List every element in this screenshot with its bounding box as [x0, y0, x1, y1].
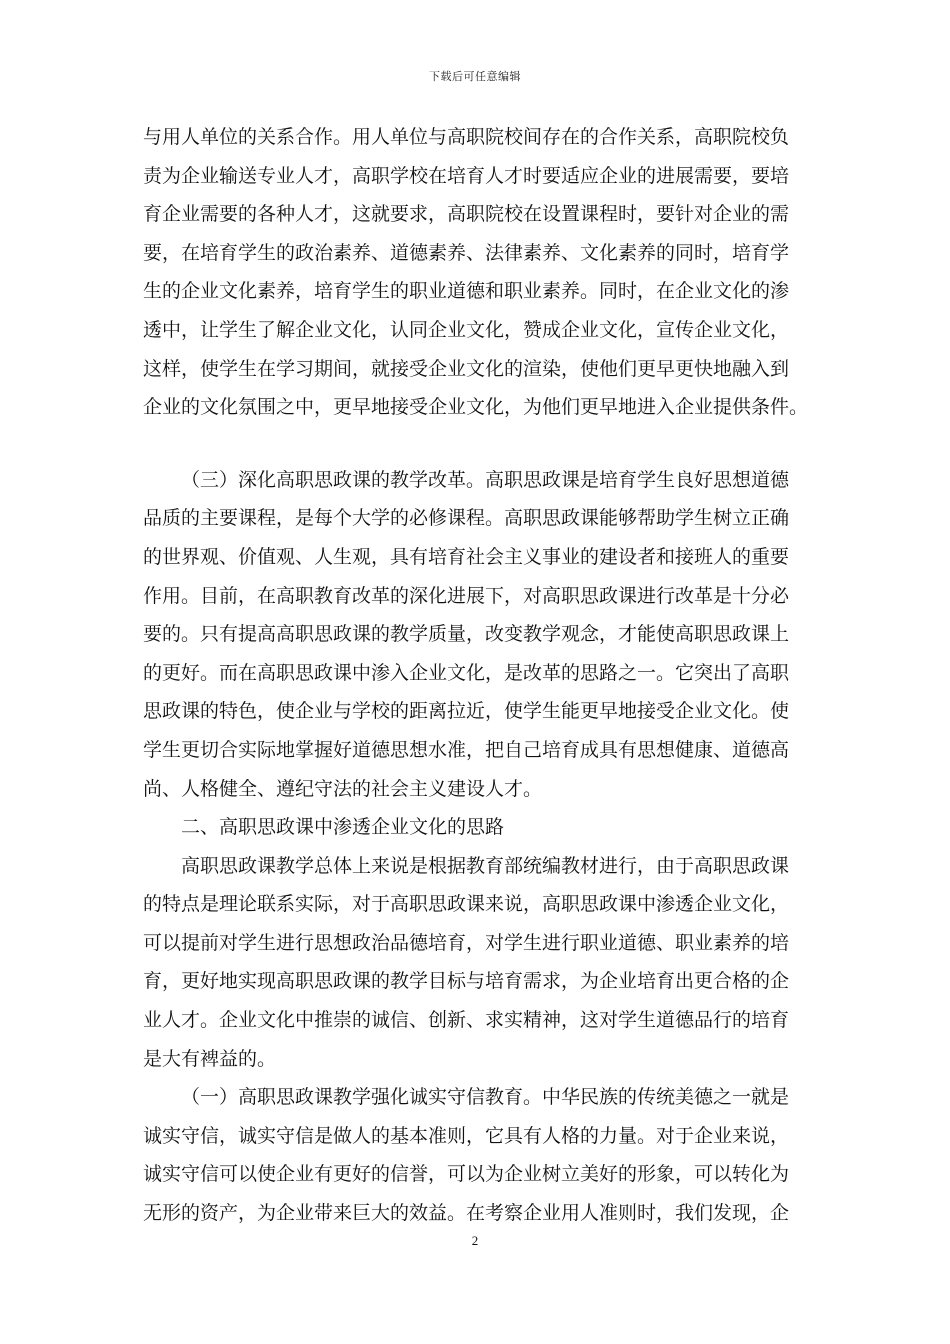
text-line: 育企业需要的各种人才，这就要求，高职院校在设置课程时，要针对企业的需: [143, 203, 790, 226]
text-line: 与用人单位的关系合作。用人单位与高职院校间存在的合作关系，高职院校负: [143, 126, 790, 148]
paragraph: [143, 1078, 809, 1232]
text-line: 的特点是理论联系实际，对于高职思政课来说，高职思政课中渗透企业文化，: [143, 893, 790, 916]
text-line: 学生更切合实际地掌握好道德思想水准，把自己培育成具有思想健康、道德高: [143, 738, 790, 761]
text-line: 无形的资产，为企业带来巨大的效益。在考察企业用人准则时，我们发现，企: [143, 1202, 790, 1225]
page-number: 2: [471, 1233, 479, 1248]
page-header: 下载后可任意编辑: [429, 70, 521, 83]
text-line: 这样，使学生在学习期间，就接受企业文化的渲染，使他们更早更快地融入到: [143, 357, 790, 380]
text-line: 尚、人格健全、遵纪守法的社会主义建设人才。: [143, 777, 543, 800]
text-line: 思政课的特色，使企业与学校的距离拉近，使学生能更早地接受企业文化。使: [143, 700, 790, 723]
section-heading: 二、高职思政课中渗透企业文化的思路: [181, 816, 505, 839]
paragraph: [143, 461, 809, 808]
text-line: 的更好。而在高职思政课中渗入企业文化，是改革的思路之一。它突出了高职: [143, 661, 790, 684]
text-line: 育，更好地实现高职思政课的教学目标与培育需求，为企业培育出更合格的企: [143, 970, 790, 993]
text-line: 要的。只有提高高职思政课的教学质量，改变教学观念，才能使高职思政课上: [143, 623, 790, 646]
paragraph-gap: [143, 427, 809, 461]
text-line: 诚实守信可以使企业有更好的信誉，可以为企业树立美好的形象，可以转化为: [143, 1163, 790, 1186]
text-line: 品质的主要课程，是每个大学的必修课程。高职思政课能够帮助学生树立正确: [143, 507, 790, 530]
text-line: 的世界观、价值观、人生观，具有培育社会主义事业的建设者和接班人的重要: [143, 545, 790, 568]
text-line: 要，在培育学生的政治素养、道德素养、法律素养、文化素养的同时，培育学: [143, 241, 790, 264]
paragraph: [143, 847, 809, 1079]
text-line: 可以提前对学生进行思想政治品德培育，对学生进行职业道德、职业素养的培: [143, 931, 790, 954]
text-line: 业人才。企业文化中推崇的诚信、创新、求实精神，这对学生道德品行的培育: [143, 1009, 790, 1032]
text-line: 高职思政课教学总体上来说是根据教育部统编教材进行，由于高职思政课: [181, 854, 790, 877]
text-line: 透中，让学生了解企业文化，认同企业文化，赞成企业文化，宣传企业文化，: [143, 318, 790, 341]
text-line: 生的企业文化素养，培育学生的职业道德和职业素养。同时，在企业文化的渗: [143, 280, 790, 303]
text-line: 是大有裨益的。: [143, 1047, 277, 1070]
text-line: 企业的文化氛围之中，更早地接受企业文化，为他们更早地进入企业提供条件。: [143, 396, 809, 419]
text-line: 诚实守信，诚实守信是做人的基本准则，它具有人格的力量。对于企业来说，: [143, 1124, 790, 1147]
paragraph: [143, 118, 809, 427]
text-line: 责为企业输送专业人才，高职学校在培育人才时要适应企业的进展需要，要培: [143, 164, 790, 187]
text-line: 作用。目前，在高职教育改革的深化进展下，对高职思政课进行改革是十分必: [143, 584, 790, 607]
text-line: （三）深化高职思政课的教学改革。高职思政课是培育学生良好思想道德: [181, 468, 790, 491]
body-text: [143, 118, 809, 1233]
text-line: （一）高职思政课教学强化诚实守信教育。中华民族的传统美德之一就是: [181, 1086, 790, 1109]
